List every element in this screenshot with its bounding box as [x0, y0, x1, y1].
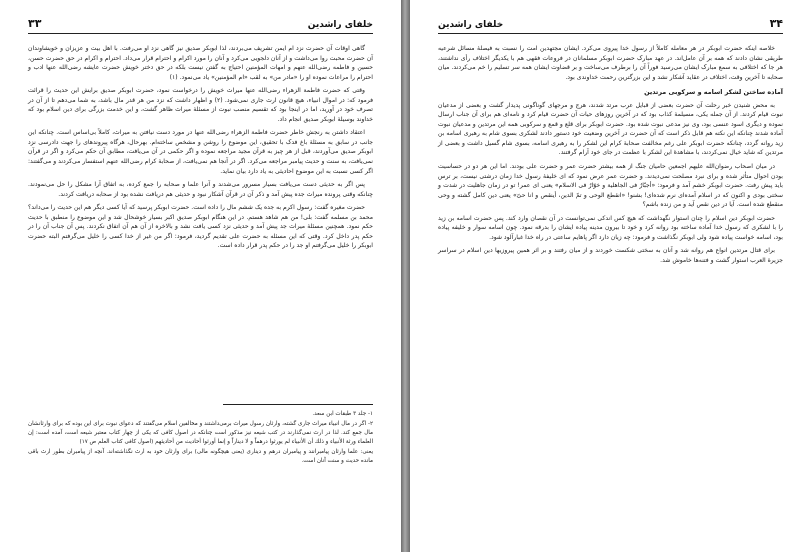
footnote: یعنی: علما وارثان پیامبرانند و پیامبران درهم و دیناری (یعنی هیچگونه مالی) برای وارثان خود به ارث نگذاشته‌اند. آنچه از پیامبران بطور ارث باقی مانده حدیث و سنت آنان است. — [28, 449, 373, 464]
running-title: خلفای راشدین — [438, 20, 504, 30]
running-title: خلفای راشدین — [307, 20, 373, 30]
paragraph: گاهی اوقات آن حضرت نزد ام ایمن تشریف می‌بردند، لذا ابوبکر صدیق نیز گاهی نزد او می‌رفت. با اهل بیت و عزیزان و خویشاوندان آن حضرت محبت روا می‌داشت و از آنان دلجویی می‌کرد و آنان را مورد اکرام و احترام قرار می‌داد. احترام و اکرام در حق حضرت حسن، حسین و فاطمه رضی‌الله عنهم و امهات المؤمنین احتیاج به گفتن نیست بلکه در حق دختر خویش حضرت عایشه رضی‌الله عنها ادب و احترام را مراعات نموده او را «مادر من» به لقب «ام المؤمنین» یاد می‌نمود. (۱) — [28, 45, 373, 81]
footnote: ۲- اگر در مال انبیاء میراث جاری گشته، وارثان رسول میراث برمی‌داشتند و مخالفین اسلام می‌گفتند که دعوای نبوت برای این بوده که برای وارثانشان مال جمع کند. لذا در ارث نمی‌گذارند در کتب شیعه نیز مذکور است چنانکه در اصول کافی که یکی از چهار کتاب معتبر شیعه است، آمده است: إن العلماء ورثة الأنبياء و ذلك أن الأنبياء لم يورثوا درهماً و لا ديناراً و إنما أورثوا أحاديث من أحاديثهم (اصول کافی کتاب العلم ص ۱۷) — [28, 421, 373, 445]
left-page-body — [28, 44, 373, 255]
paragraph: حضرت ابوبکر دین اسلام را چنان استوار نگهداشت که هیچ کس اندکی نمی‌توانست در آن نقصان وارد کند. پس حضرت اسامه بن زید را با لشکری که رسول خدا آماده ساخته بود روانه کرد و خود تا بیرون مدینه پیاده ایشان را بدرقه نمود. چون اسامه سوار و خلیفه پیاده بود، اسامه خواست پیاده شود ولی ابوبکر نگذاشت و فرمود: چه زیان دارد اگر پاهایم ساعتی در راه خدا غبارآلود شود. — [438, 214, 783, 241]
right-page-header — [438, 14, 783, 30]
book-gutter — [401, 0, 410, 552]
paragraph: برای قتال مرتدین انواع هم روانه شد و آنان به سختی شکست خوردند و از میان رفتند و بر اثر همین پیروزیها دین اسلام در سراسر جزیرة العرب استوار گشت و فتنه‌ها خاموش شد. — [438, 247, 783, 264]
page-number: ۳۳ — [28, 17, 42, 30]
footnote: ۱- جلد ۳ طبقات ابن سعد. — [312, 411, 373, 417]
footnote-rule — [223, 404, 373, 405]
left-page-header — [28, 14, 373, 30]
page-number: ۳۴ — [769, 17, 783, 30]
paragraph: در میان اصحاب رضوان‌الله علیهم اجمعین حامیان جنگ از همه بیشتر حضرت عمر و حضرت علی بودند. اما این هر دو در حساسیت بودن احوال متأثر شده و برای نبرد مصلحت نمی‌دیدند. و حضرت عمر عرض نمود که ای خلیفهٔ رسول خدا زمان درشتی نیست، بر ترس باید پیش رفت. حضرت ابوبکر خشم آمد و فرمود: «أجبّارٌ فی الجاهلیة و خوّارٌ فی الاسلام» یعنی ای عمر! تو در زمان جاهلیت در شدت و سختی بودی و اکنون که در اسلام آمده‌ای نرم شده‌ای! بشنو! «انقطع الوحی و تمّ الدین، أینقص و انا حیّ» یعنی دین کامل گشته و وحی منقطع شده است. آیا در دین نقص آید و من زنده باشم؟ — [438, 163, 783, 209]
paragraph: اعتقاد داشتن به رنجش خاطر حضرت فاطمة الزهراء رضی‌الله عنها در مورد دست نیافتن به میراث، کاملاً بی‌اساس است. چنانکه این جانب در سابق به مسئلهٔ باغ فدک با تحقیق، این موضوع را روشن و مشخص ساخته‌ام. بهرحال، هرگاه پیروندهای را جهت دادرسی نزد ابوبکر صدیق می‌آوردند، قبل از هر چیز به قرآن مجید مراجعه نموده و اگر حکمی در آن می‌یافت، مطابق آن حکم می‌کرد و اگر در قرآن نمی‌یافت، به سنت و حدیث پیامبر مراجعه می‌کرد. اگر در آنجا هم نمی‌یافت، از صحابهٔ کرام رضی‌الله عنهم استفسار می‌کردند و می‌گفتند: اگر کسی نسبت به این موضوع احادیثی به یاد دارد بیان نماید. — [28, 129, 373, 175]
right-page — [410, 0, 811, 552]
paragraph: به محض شنیدن خبر رحلت آن حضرت بعضی از قبایل عرب مرتد شدند، هرج و مرجهای گوناگونی پدیدار گشت و بعضی از مدعیان نبوت قیام کردند. از آن جمله یکی، مسیلمهٔ کذاب بود که در آخرین روزهای حیات آن حضرت قیام کرد و نامه‌ای هم برای آن جناب ارسال نموده و دیگری اسود عنسی بود، وی نیز مدعی نبوت شده بود. حضرت ابوبکر برای قلع و قمع و سرکوبی همه این مرتدین و مدعیان نبوت آماده شدند چنانکه این نکته هم قابل ذکر است که آن حضرت در آخرین وضعیت خود دستور دادند لشکری بسوی شام به رهبری اسامه بن زید روانه گردد، چنانکه حضرت ابوبکر علی رغم مخالفت صحابهٔ کرام این لشکر را به رهبری اسامه، بسوی شام گسیل داشت و بعضی از مرتدین که شاید خیال نمی‌کردند، با مشاهدهٔ این لشکر با عظمت در جای خود آرام گرفتند. — [438, 101, 783, 157]
paragraph: وقتی که حضرت فاطمة الزهراء رضی‌الله عنها میراث خویش را درخواست نمود، حضرت ابوبکر صدیق برایش این حدیث را قرائت فرمود که: در اموال انبیاء، هیچ قانون ارث جاری نمی‌شود. (۲) و اظهار داشت که نزد من هر قدر مال باشد، به شما می‌دهم تا از آن در تصرف خود در آورید، اما در اینجا بود که تقسیم منصب نبوت از مسئلهٔ میراث ظاهر گشت، و این خدمت بزرگی برای دین اسلام بود که خداوند بوسیلهٔ ابوبکر صدیق انجام داد. — [28, 87, 374, 123]
header-rule — [438, 33, 783, 34]
left-page — [0, 0, 401, 552]
paragraph: پس اگر به حدیثی دست می‌یافت بسیار مسرور می‌شدند و آنرا علما و صحابه را جمع کرده، به اتفاق آرا مشکل را حل می‌نمودند. چنانکه وقتی پرونده میراث جده پیش آمد و ذکر آن در قرآن آشکار نبود و حدیثی هم دریافت نشده بود از صحابه دریافت کردند. — [28, 181, 373, 198]
footnotes — [28, 410, 373, 467]
header-rule — [28, 33, 373, 34]
paragraph: خلاصه اینکه حضرت ابوبکر در هر معامله کاملاً از رسول خدا پیروی می‌کرد. ایشان مجتهدین امت را نسبت به فیصلهٔ مسائل شرعیه طریقی نشان دادند که همه بر آن عامل‌اند. در عهد مبارک حضرت ابوبکر مسلمانان در فروعات فقهی هم با یکدیگر اختلاف رأی نداشتند، هر جا که اختلافی به سمع مبارک ایشان می‌رسید فوراً آن را برطرف می‌ساخت و بر قضاوت ایشان همه سر تسلیم را خم می‌کردند. میان صحابه تا آخرین وقت، اختلاف در عقاید آشکار نشد و این بزرگترین رحمت خداوندی بود. — [438, 45, 783, 81]
right-page-body — [438, 44, 783, 269]
paragraph: حضرت مغیره گفت: رسول اکرم به جده یک ششم مال را داده است. حضرت ابوبکر پرسید که آیا کسی دیگر هم این حدیث را می‌داند؟ محمد بن مسلمه گفت: بلی! من هم شاهد هستم. در این هنگام ابوبکر صدیق اکبر بسیار خوشحال شد و این موضوع را منطبق با حدیث حکم نمود. همچنین مسئلهٔ میراث جد پیش آمد و حدیثی نزد کسی یافت نشد و بالاخره از آن هم آن اتفاق نکردند. پس آن جناب آن را در حکم پدر داخل کرد. وقتی که این مسئله به حضرت علی تقدیم گردید، فرمود: اگر من غیر از خدا کسی را خلیل می‌گرفتم البته حضرت ابوبکر را خلیل می‌گرفتم او جد را در حکم پدر قرار داده است. — [28, 204, 373, 250]
section-heading: آماده ساختن لشکر اسامه و سرکوبی مرتدین — [644, 88, 783, 97]
